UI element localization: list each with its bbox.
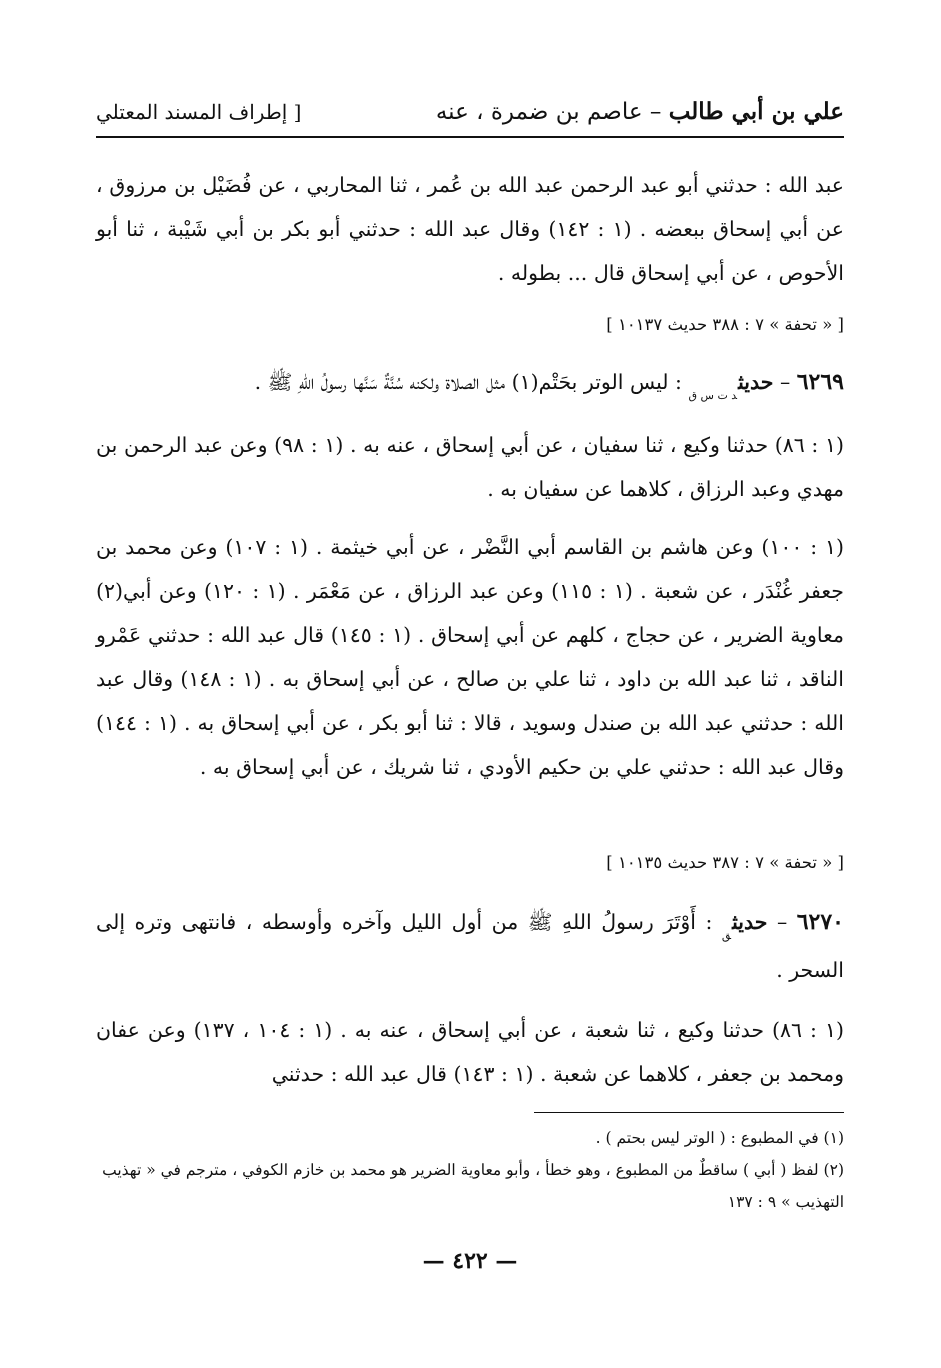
header-book-ref: [ إطراف المسند المعتلي (96, 100, 302, 124)
hadith-text: : ليس الوتر بحَتْم(١) مثل الصلاة ولكنه سُنَّةٌ سَنَّها رسولُ اللهِ ﷺ . (254, 370, 682, 394)
footnote-2: (٢) لفظ ( أبي ) ساقطٌ من المطبوع ، وهو خطأ ، وأبو معاوية الضرير هو محمد بن خازم الكوفي ، مترجم في « تهذيب التهذيب » ٩ : ١٣٧ (102, 1161, 844, 1211)
header-title-rest: – عاصم بن ضمرة ، عنه (435, 99, 669, 125)
header-title-bold: علي بن أبي طالب (668, 98, 844, 125)
hadith-heading-6270: ٦٢٧٠ – حديث$_ق$ : أَوْتَرَ رسولُ اللهِ ﷺ من أول الليل وآخره وأوسطه ، فانتهى وتره إلى السحر . (96, 909, 844, 982)
header-rule (96, 136, 844, 138)
tuhfa-reference: [ « تحفة » ٧ : ٣٨٧ حديث ١٠١٣٥ ] (606, 853, 844, 872)
isnad-paragraph: (١ : ٨٦) حدثنا وكيع ، ثنا سفيان ، عن أبي إسحاق ، عنه به . (١ : ٩٨) وعن عبد الرحمن بن مهدي وعبد الرزاق ، كلاهما عن سفيان به . (96, 433, 844, 501)
hadith-word: حديث (732, 910, 768, 934)
hadith-number: ٦٢٧٠ (796, 909, 844, 935)
hadith-text: : أَوْتَرَ رسولُ اللهِ ﷺ من أول الليل وآخره وأوسطه ، فانتهى وتره إلى السحر . (96, 910, 844, 982)
isnad-paragraph: (١ : ١٠٠) وعن هاشم بن القاسم أبي النَّضْر ، عن أبي خيثمة . (١ : ١٠٧) وعن محمد بن جعفر غُنْدَر ، عن شعبة . (١ : ١١٥) وعن عبد الرزاق ، عن مَعْمَر . (١ : ١٢٠) وعن أبي(٢) معاوية الضرير ، عن حجاج ، كلهم عن أبي إسحاق . (١ : ١٤٥) قال عبد الله : حدثني عَمْرو الناقد ، ثنا عبد الله بن داود ، ثنا علي بن صالح ، عن أبي إسحاق به . (١ : ١٤٨) وقال عبد الله : حدثني عبد الله بن صندل وسويد ، قالا : ثنا أبو بكر ، عن أبي إسحاق به . (١ : ١٤٤) وقال عبد الله : حدثني علي بن حكيم الأودي ، ثنا شريك ، عن أبي إسحاق به . (96, 535, 844, 779)
page-number: — ٤٢٢ — (422, 1248, 518, 1274)
isnad-paragraph: (١ : ٨٦) حدثنا وكيع ، ثنا شعبة ، عن أبي إسحاق ، عنه به . (١ : ١٠٤ ، ١٣٧) وعن عفان ومحمد بن جعفر ، كلاهما عن شعبة . (١ : ١٤٣) قال عبد الله : حدثني (96, 1018, 844, 1086)
hadith-heading-6269: ٦٢٦٩ – حديث$_{د ت س ق}$ : ليس الوتر بحَتْم(١) مثل الصلاة ولكنه سُنَّةٌ سَنَّها رسولُ اللهِ ﷺ . (254, 369, 844, 402)
hadith-number: ٦٢٦٩ (796, 369, 844, 395)
hadith-word: حديث (738, 370, 774, 394)
footnote-1: (١) في المطبوع : ( الوتر ليس بحتم ) . (595, 1129, 844, 1147)
footnote-rule (534, 1112, 844, 1113)
hadith-sigla: د ت س ق (688, 389, 738, 402)
paragraph-continuation: عبد الله : حدثني أبو عبد الرحمن عبد الله بن عُمر ، ثنا المحاربي ، عن فُضَيْل بن مرزوق ، عن أبي إسحاق ببعضه . (١ : ١٤٢) وقال عبد الله : حدثني أبو بكر بن أبي شَيْبة ، ثنا أبو الأحوص ، عن أبي إسحاق قال ... بطوله . (96, 173, 844, 285)
running-header (96, 98, 844, 134)
tuhfa-reference: [ « تحفة » ٧ : ٣٨٨ حديث ١٠١٣٧ ] (606, 315, 844, 334)
hadith-sigla: ق (721, 929, 732, 942)
book-page (96, 0, 844, 1368)
header-title (436, 98, 844, 125)
